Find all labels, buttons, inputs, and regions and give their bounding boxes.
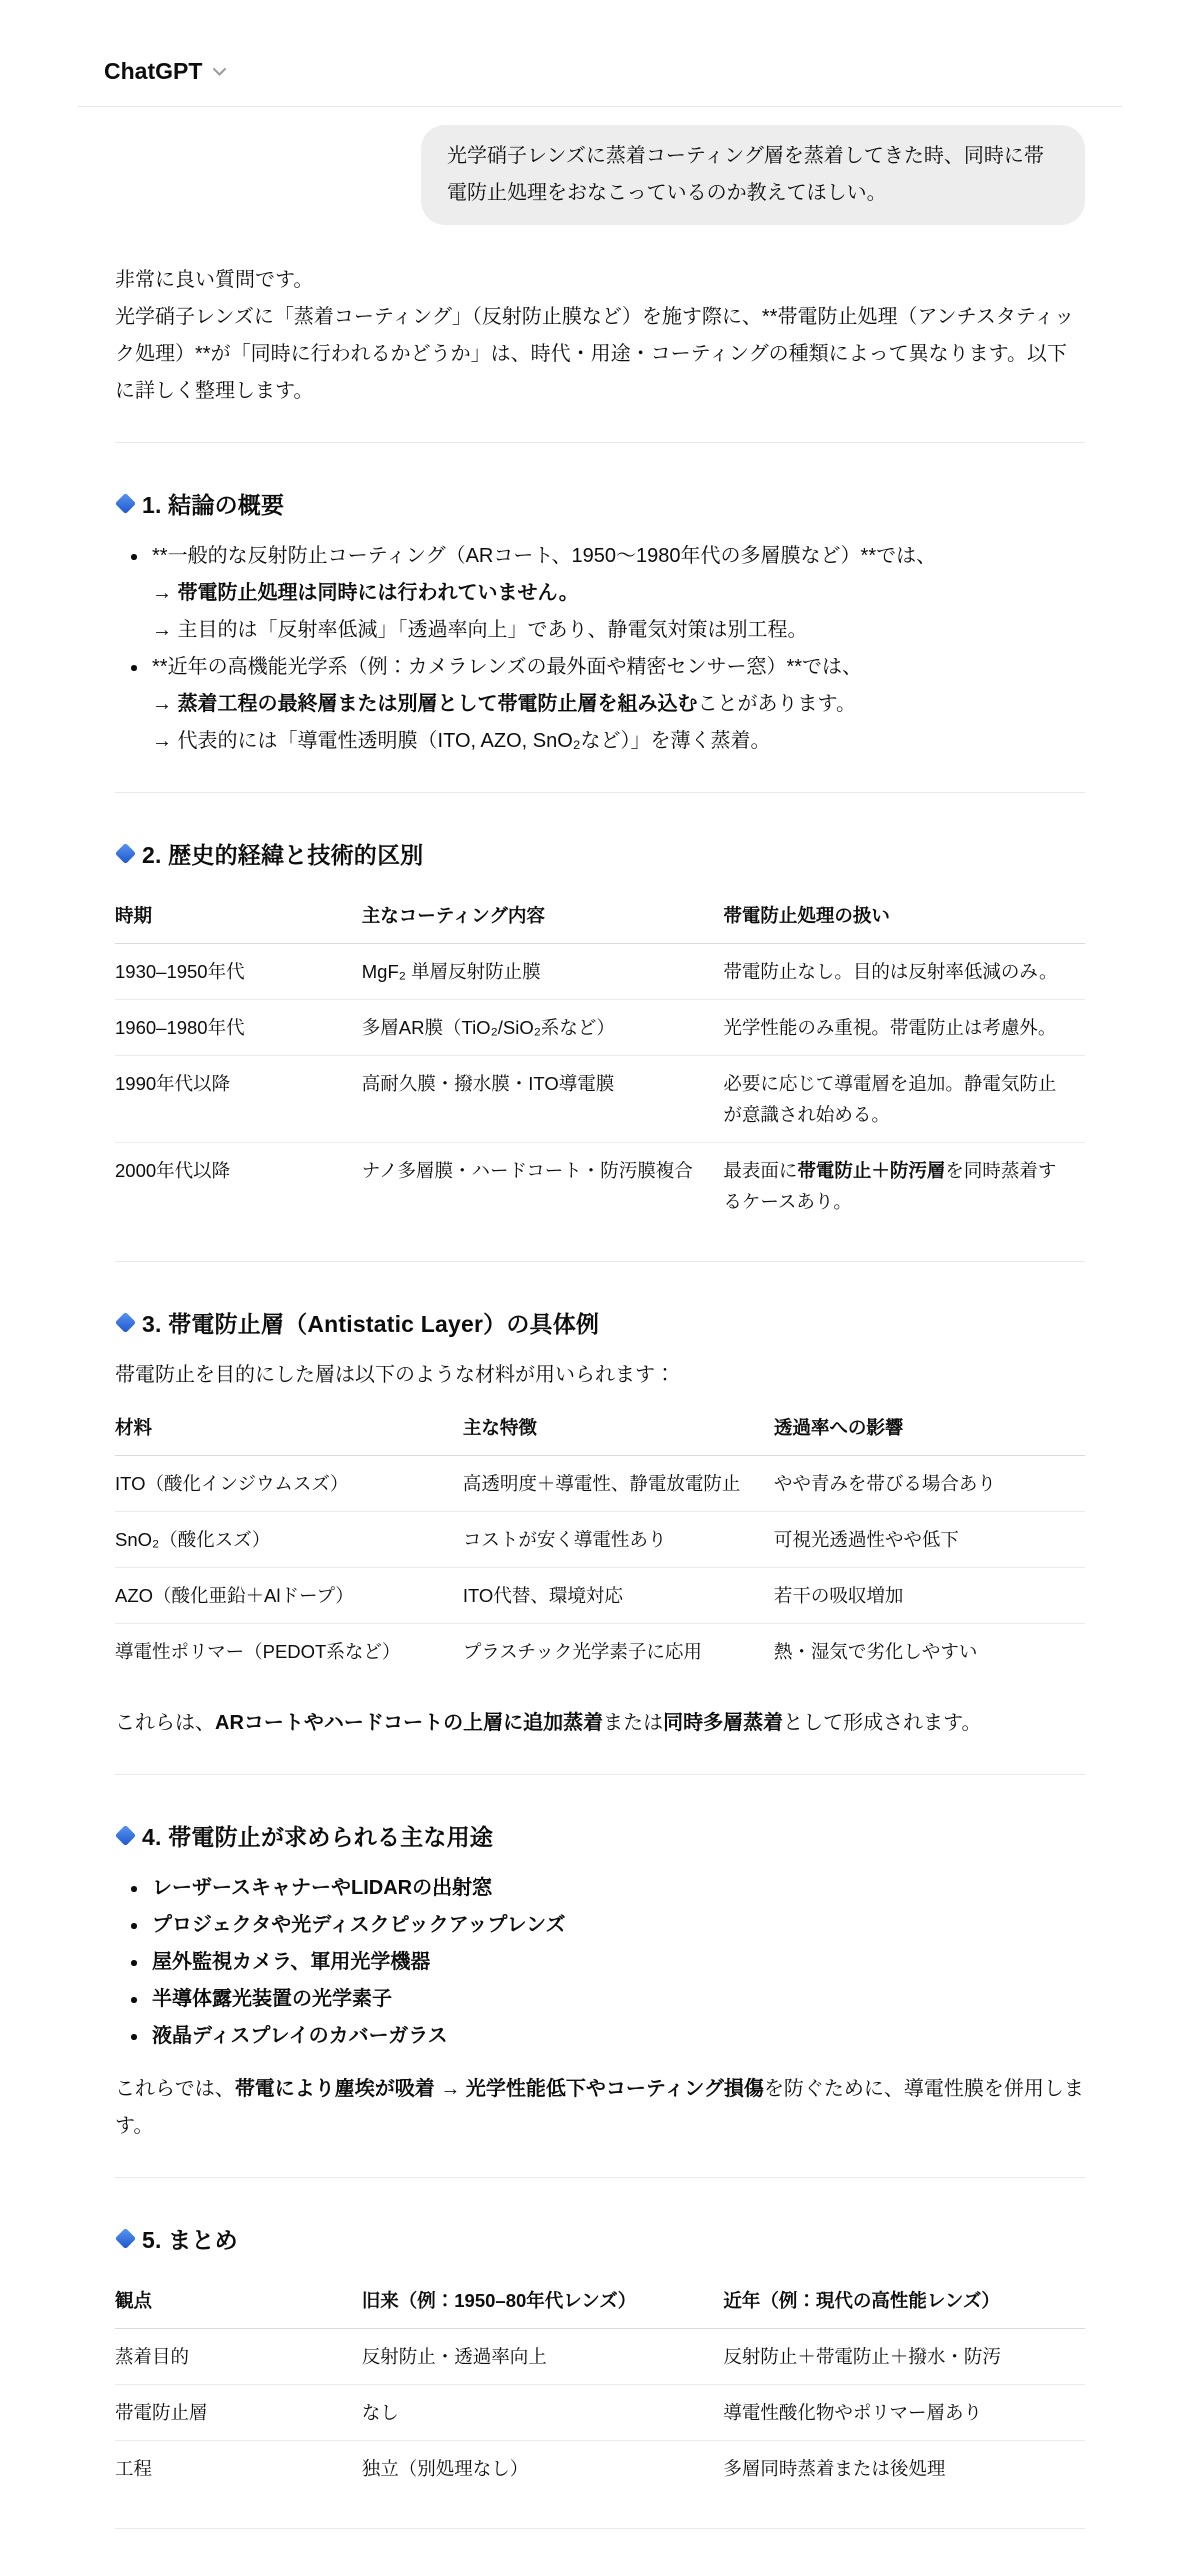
table-cell — [723, 2385, 1085, 2441]
table-cell — [362, 1143, 724, 1230]
text: 帯電防止なし。目的は反射率低減のみ。 — [723, 961, 1058, 982]
text: 導電性酸化物やポリマー層あり — [723, 2402, 982, 2423]
divider — [115, 442, 1085, 443]
table-cell — [723, 1056, 1085, 1143]
text: 多層AR膜（TiO₂/SiO₂系など） — [361, 1017, 615, 1038]
text: MgF₂ 単層反射防止膜 — [361, 961, 541, 982]
diamond-icon — [115, 1825, 136, 1846]
table-cell — [774, 1456, 1085, 1512]
top-bar — [78, 0, 1122, 107]
list-item-subline — [152, 686, 1085, 723]
table-cell — [362, 1056, 724, 1143]
intro-paragraph: 光学硝子レンズに「蒸着コーティング」（反射防止膜など）を施す際に、**帯電防止処理（アンチスタティック処理）**が「同時に行われるかどうか」は、時代・用途・コーティングの種類によって異なります。以下に詳しく整理します。 — [115, 306, 1075, 402]
text: 工程 — [115, 2458, 153, 2479]
list-item: プロジェクタや光ディスクピックアップレンズ — [115, 1907, 1085, 1944]
section-heading-1 — [115, 487, 1085, 520]
divider — [115, 1261, 1085, 1262]
table-row — [115, 1456, 1085, 1512]
text: ITO代替、環境対応 — [462, 1585, 623, 1606]
table-cell — [362, 2441, 724, 2497]
table-row — [115, 1056, 1085, 1143]
table-header-row — [115, 2273, 1085, 2329]
text: を同時蒸着するケースあり。 — [723, 1160, 1057, 1212]
bold-text: → 帯電防止処理は同時には行われていません。 — [152, 582, 579, 604]
table-cell — [362, 2329, 724, 2385]
diamond-icon — [115, 493, 136, 514]
section-heading-3 — [115, 1306, 1085, 1339]
list-item-subline — [152, 612, 1085, 649]
list-item: 液晶ディスプレイのカバーガラス — [115, 2018, 1085, 2055]
list-item: 半導体露光装置の光学素子 — [115, 1981, 1085, 2018]
user-message-text: 光学硝子レンズに蒸着コーティング層を蒸着してきた時、同時に帯電防止処理をおなこっているのか教えてほしい。 — [447, 145, 1044, 204]
table-cell — [723, 1000, 1085, 1056]
table-row — [115, 2385, 1085, 2441]
column-header: 材料 — [115, 1400, 463, 1456]
list-item: レーザースキャナーやLIDARの出射窓 — [115, 1870, 1085, 1907]
text: 1960–1980年代 — [115, 1017, 245, 1038]
text: として形成されます。 — [783, 1712, 982, 1734]
column-header: 時期 — [115, 888, 362, 944]
column-header: 主なコーティング内容 — [362, 888, 724, 944]
table-cell — [774, 1512, 1085, 1568]
table-cell — [463, 1512, 774, 1568]
text: 蒸着目的 — [115, 2346, 190, 2367]
table-row — [115, 1568, 1085, 1624]
table-cell — [115, 1056, 362, 1143]
bold-text: 蒸着工程の最終層または別層として帯電防止層を組み込む — [177, 693, 698, 715]
section-title: 2. 歴史的経緯と技術的区別 — [142, 842, 424, 868]
section-title: 3. 帯電防止層（Antistatic Layer）の具体例 — [142, 1311, 600, 1337]
column-header: 透過率への影響 — [774, 1400, 1085, 1456]
column-header: 帯電防止処理の扱い — [723, 888, 1085, 944]
divider — [115, 792, 1085, 793]
text: 光学性能のみ重視。帯電防止は考慮外。 — [723, 1017, 1057, 1038]
conversation — [115, 125, 1085, 2529]
use-cases-outro — [115, 2071, 1085, 2145]
materials-table — [115, 1400, 1085, 1679]
list-item: 屋外監視カメラ、軍用光学機器 — [115, 1944, 1085, 1981]
text: ITO（酸化インジウムスズ） — [115, 1473, 349, 1494]
history-table — [115, 888, 1085, 1229]
list-item-lead — [152, 538, 1085, 575]
text: ことがあります。 — [697, 693, 856, 715]
text: ナノ多層膜・ハードコート・防汚膜複合 — [361, 1160, 693, 1181]
bold-text: 帯電防止＋防汚層 — [797, 1160, 946, 1181]
user-message-bubble — [421, 125, 1085, 225]
text: 独立（別処理なし） — [361, 2458, 529, 2479]
list-item-subline — [152, 723, 1085, 760]
text: AZO（酸化亜鉛＋Alドープ） — [115, 1585, 354, 1606]
text: 2000年代以降 — [115, 1160, 231, 1181]
text: 熱・湿気で劣化しやすい — [773, 1641, 978, 1662]
list-item-lead — [152, 649, 1085, 686]
model-switcher-button[interactable] — [104, 56, 228, 86]
text: これらでは、 — [115, 2078, 235, 2100]
text: 必要に応じて導電層を追加。静電気防止が意識され始める。 — [723, 1073, 1057, 1125]
app-title: ChatGPT — [104, 57, 203, 84]
text: SnO₂（酸化スズ） — [115, 1529, 271, 1550]
section-title: 5. まとめ — [142, 2227, 238, 2253]
column-header: 主な特徴 — [463, 1400, 774, 1456]
table-row — [115, 1624, 1085, 1680]
text: 導電性ポリマー（PEDOT系など） — [115, 1641, 401, 1662]
user-message-row — [115, 125, 1085, 225]
divider — [115, 2528, 1085, 2529]
table-cell — [723, 1143, 1085, 1230]
text: なし — [361, 2402, 399, 2423]
table-cell — [115, 1000, 362, 1056]
column-header: 旧来（例：1950–80年代レンズ） — [362, 2273, 724, 2329]
column-header: 観点 — [115, 2273, 362, 2329]
list-item — [115, 538, 1085, 649]
table-cell — [723, 2441, 1085, 2497]
text: プラスチック光学素子に応用 — [462, 1641, 702, 1662]
text: 多層同時蒸着または後処理 — [723, 2458, 946, 2479]
text: → — [152, 693, 178, 715]
use-cases-list — [115, 1870, 1085, 2055]
text: → 主目的は「反射率低減」「透過率向上」であり、静電気対策は別工程。 — [152, 619, 808, 641]
table-cell — [774, 1624, 1085, 1680]
text: 高透明度＋導電性、静電放電防止 — [462, 1473, 741, 1494]
text: 最表面に — [723, 1160, 798, 1181]
divider — [115, 2177, 1085, 2178]
diamond-icon — [115, 1312, 136, 1333]
table-row — [115, 1143, 1085, 1230]
diamond-icon — [115, 843, 136, 864]
table-cell — [115, 2385, 362, 2441]
table-cell — [723, 944, 1085, 1000]
section-heading-5 — [115, 2222, 1085, 2255]
conclusion-list — [115, 538, 1085, 760]
table-cell — [723, 2329, 1085, 2385]
bold-text: 帯電により塵埃が吸着 → 光学性能低下やコーティング損傷 — [234, 2078, 764, 2100]
section-title: 4. 帯電防止が求められる主な用途 — [142, 1824, 493, 1850]
table-cell — [463, 1568, 774, 1624]
table-cell — [115, 2441, 362, 2497]
chevron-down-icon — [211, 59, 228, 86]
summary-table — [115, 2273, 1085, 2496]
table-cell — [115, 944, 362, 1000]
table-cell — [774, 1568, 1085, 1624]
text: コストが安く導電性あり — [462, 1529, 667, 1550]
materials-intro: 帯電防止を目的にした層は以下のような材料が用いられます： — [115, 1364, 675, 1386]
table-row — [115, 1000, 1085, 1056]
text: これらは、 — [115, 1712, 215, 1734]
text: 若干の吸収増加 — [773, 1585, 904, 1606]
table-row — [115, 2329, 1085, 2385]
table-cell — [115, 1568, 463, 1624]
text: **一般的な反射防止コーティング（ARコート、1950〜1980年代の多層膜など）**では、 — [152, 545, 937, 567]
list-item — [115, 649, 1085, 760]
text: 可視光透過性やや低下 — [773, 1529, 959, 1550]
table-cell — [362, 1000, 724, 1056]
table-cell — [463, 1624, 774, 1680]
table-cell — [362, 2385, 724, 2441]
section-heading-4 — [115, 1819, 1085, 1852]
text: を防ぐために、導電性膜を併用します。 — [115, 2078, 1084, 2137]
table-row — [115, 2441, 1085, 2497]
table-cell — [115, 1456, 463, 1512]
materials-outro — [115, 1705, 1085, 1742]
intro-line: 非常に良い質問です。 — [115, 269, 314, 291]
text: 反射防止＋帯電防止＋撥水・防汚 — [723, 2346, 1001, 2367]
table-cell — [115, 1512, 463, 1568]
text: 帯電防止層 — [115, 2402, 208, 2423]
bold-text: 同時多層蒸着 — [663, 1712, 784, 1734]
section-heading-2 — [115, 837, 1085, 870]
table-cell — [115, 1143, 362, 1230]
text: 1930–1950年代 — [115, 961, 245, 982]
text: または — [603, 1712, 664, 1734]
divider — [115, 1774, 1085, 1775]
text: → 代表的には「導電性透明膜（ITO, AZO, SnO₂など）」を薄く蒸着。 — [152, 730, 771, 752]
text: 1990年代以降 — [115, 1073, 231, 1094]
table-header-row — [115, 888, 1085, 944]
bold-text: ARコートやハードコートの上層に追加蒸着 — [215, 1712, 604, 1734]
table-cell — [115, 1624, 463, 1680]
table-cell — [115, 2329, 362, 2385]
text: やや青みを帯びる場合あり — [773, 1473, 996, 1494]
table-row — [115, 944, 1085, 1000]
table-row — [115, 1512, 1085, 1568]
diamond-icon — [115, 2228, 136, 2249]
table-header-row — [115, 1400, 1085, 1456]
table-cell — [362, 944, 724, 1000]
assistant-message — [115, 262, 1085, 410]
section-title: 1. 結論の概要 — [142, 492, 285, 518]
table-cell — [463, 1456, 774, 1512]
text: 高耐久膜・撥水膜・ITO導電膜 — [361, 1073, 615, 1094]
column-header: 近年（例：現代の高性能レンズ） — [723, 2273, 1085, 2329]
text: 反射防止・透過率向上 — [361, 2346, 547, 2367]
list-item-subline — [152, 575, 1085, 612]
text: **近年の高機能光学系（例：カメラレンズの最外面や精密センサー窓）**では、 — [152, 656, 863, 678]
